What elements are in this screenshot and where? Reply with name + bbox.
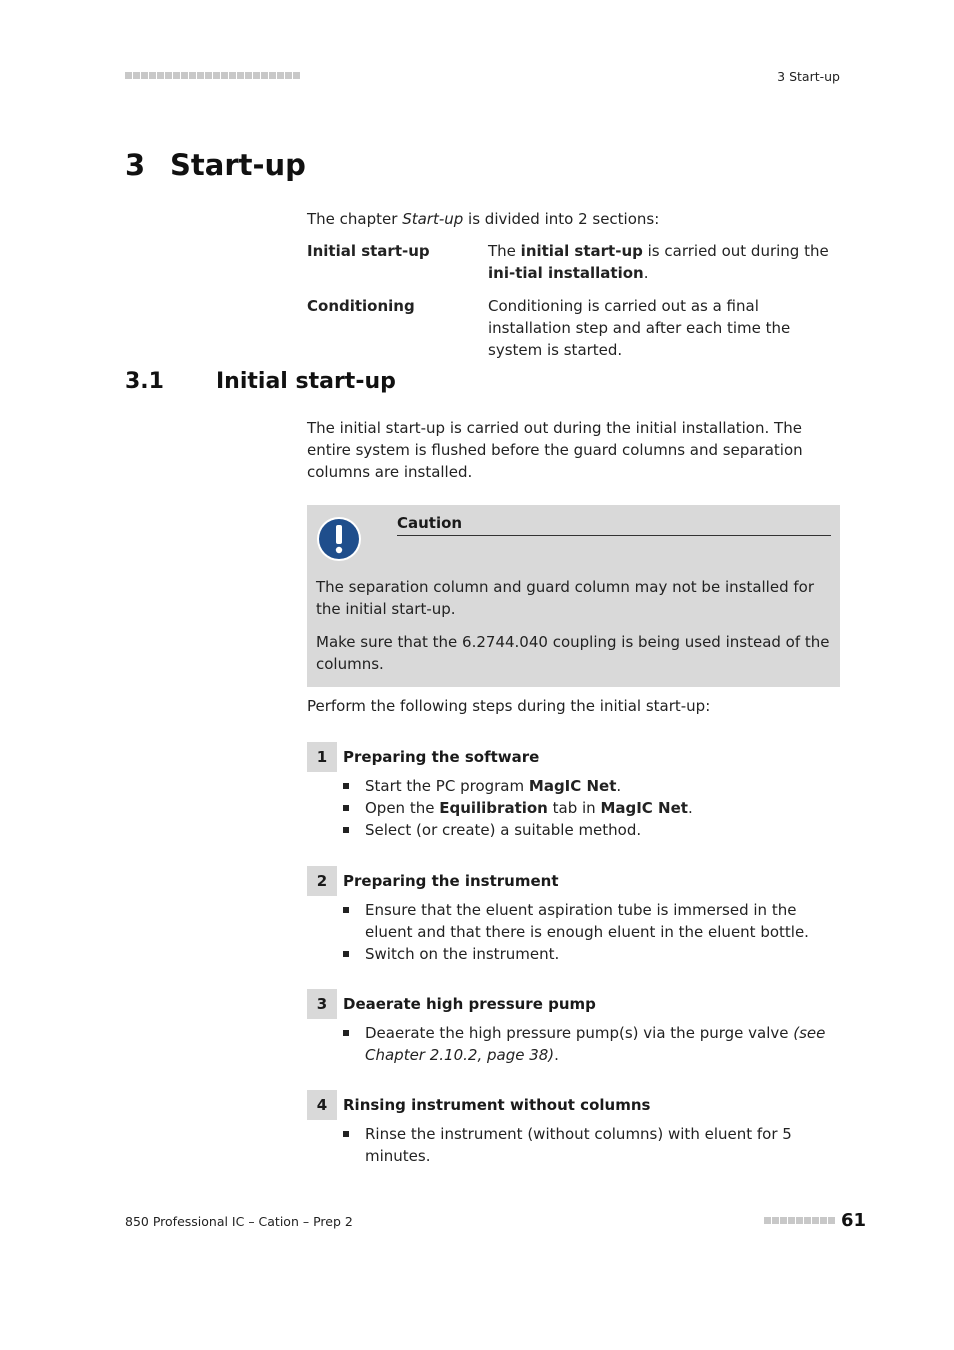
definition-term: Conditioning bbox=[307, 297, 415, 315]
caution-text: The separation column and guard column may not be installed for the initial start-up. bbox=[316, 578, 814, 618]
desc-bold: initial start-up bbox=[520, 242, 643, 260]
step bbox=[307, 742, 840, 841]
step bbox=[307, 1090, 840, 1167]
step-number: 4 bbox=[307, 1090, 337, 1120]
definition-desc: Conditioning is carried out as a final installation step and after each time the system is started. bbox=[488, 297, 791, 359]
caution-heading: Caution bbox=[397, 513, 831, 536]
step-bullets bbox=[307, 775, 840, 841]
section-title-text: Initial start-up bbox=[216, 369, 396, 394]
desc-text: is carried out during the bbox=[642, 242, 829, 260]
page-number: 61 bbox=[840, 1210, 866, 1231]
desc-text: . bbox=[643, 264, 649, 282]
list-item: Switch on the instrument. bbox=[307, 943, 840, 965]
chapter-intro bbox=[307, 208, 659, 230]
intro-italic: Start-up bbox=[402, 210, 464, 228]
list-item bbox=[307, 775, 840, 797]
section-paragraph: The initial start-up is carried out during the initial installation. The entire system is flushed before the guard columns and separation columns are installed. bbox=[307, 419, 803, 481]
footer-page bbox=[764, 1210, 866, 1231]
step-header bbox=[307, 866, 840, 896]
definition-list bbox=[307, 240, 840, 372]
footer-decoration bbox=[764, 1217, 835, 1224]
section-title bbox=[125, 369, 396, 394]
definition-row bbox=[307, 240, 840, 284]
desc-bold: ini-tial installation bbox=[488, 264, 644, 282]
footer-product: 850 Professional IC – Cation – Prep 2 bbox=[125, 1214, 353, 1229]
item-text: tab in bbox=[547, 799, 601, 817]
list-item: Select (or create) a suitable method. bbox=[307, 819, 840, 841]
chapter-title bbox=[125, 148, 306, 182]
running-title: 3 Start-up bbox=[777, 69, 840, 84]
definition-row bbox=[307, 295, 840, 361]
exclamation-circle-icon bbox=[316, 516, 362, 562]
item-bold: Equilibration bbox=[439, 799, 548, 817]
step-bullets bbox=[307, 899, 840, 965]
item-text: Start the PC program bbox=[365, 777, 529, 795]
item-text: . bbox=[687, 799, 693, 817]
item-text: Open the bbox=[365, 799, 440, 817]
item-text: . bbox=[616, 777, 622, 795]
steps-intro: Perform the following steps during the initial start-up: bbox=[307, 697, 711, 715]
step-header bbox=[307, 989, 840, 1019]
intro-text-end: is divided into 2 sections: bbox=[463, 210, 660, 228]
step-number: 2 bbox=[307, 866, 337, 896]
step-title: Preparing the instrument bbox=[343, 872, 559, 890]
section-number: 3.1 bbox=[125, 369, 164, 394]
step-number: 3 bbox=[307, 989, 337, 1019]
step-title: Deaerate high pressure pump bbox=[343, 995, 596, 1013]
chapter-number: 3 bbox=[125, 148, 146, 182]
item-bold: MagIC Net bbox=[528, 777, 617, 795]
step-title: Preparing the software bbox=[343, 748, 540, 766]
step bbox=[307, 866, 840, 965]
definition-desc bbox=[488, 240, 840, 284]
item-bold: MagIC Net bbox=[600, 799, 688, 817]
definition-term: Initial start-up bbox=[307, 242, 430, 260]
list-item: Ensure that the eluent aspiration tube is immersed in the eluent and that there is enough eluent in the eluent bottle. bbox=[307, 899, 840, 943]
cross-reference: (see Chapter 2.10.2, page 38) bbox=[365, 1024, 826, 1064]
item-text: Deaerate the high pressure pump(s) via the purge valve bbox=[365, 1024, 794, 1042]
chapter-title-text: Start-up bbox=[170, 148, 306, 182]
list-item bbox=[307, 797, 840, 819]
step-number: 1 bbox=[307, 742, 337, 772]
step bbox=[307, 989, 840, 1066]
caution-box bbox=[307, 505, 840, 687]
item-text: . bbox=[554, 1046, 559, 1064]
step-title: Rinsing instrument without columns bbox=[343, 1096, 651, 1114]
caution-text: Make sure that the 6.2744.040 coupling is being used instead of the columns. bbox=[316, 633, 830, 673]
list-item bbox=[307, 1022, 840, 1066]
header-decoration bbox=[125, 72, 300, 79]
desc-text: The bbox=[488, 242, 521, 260]
step-header bbox=[307, 1090, 840, 1120]
list-item: Rinse the instrument (without columns) with eluent for 5 minutes. bbox=[307, 1123, 840, 1167]
intro-text: The chapter bbox=[307, 210, 403, 228]
step-bullets bbox=[307, 1123, 840, 1167]
step-bullets bbox=[307, 1022, 840, 1066]
step-header bbox=[307, 742, 840, 772]
